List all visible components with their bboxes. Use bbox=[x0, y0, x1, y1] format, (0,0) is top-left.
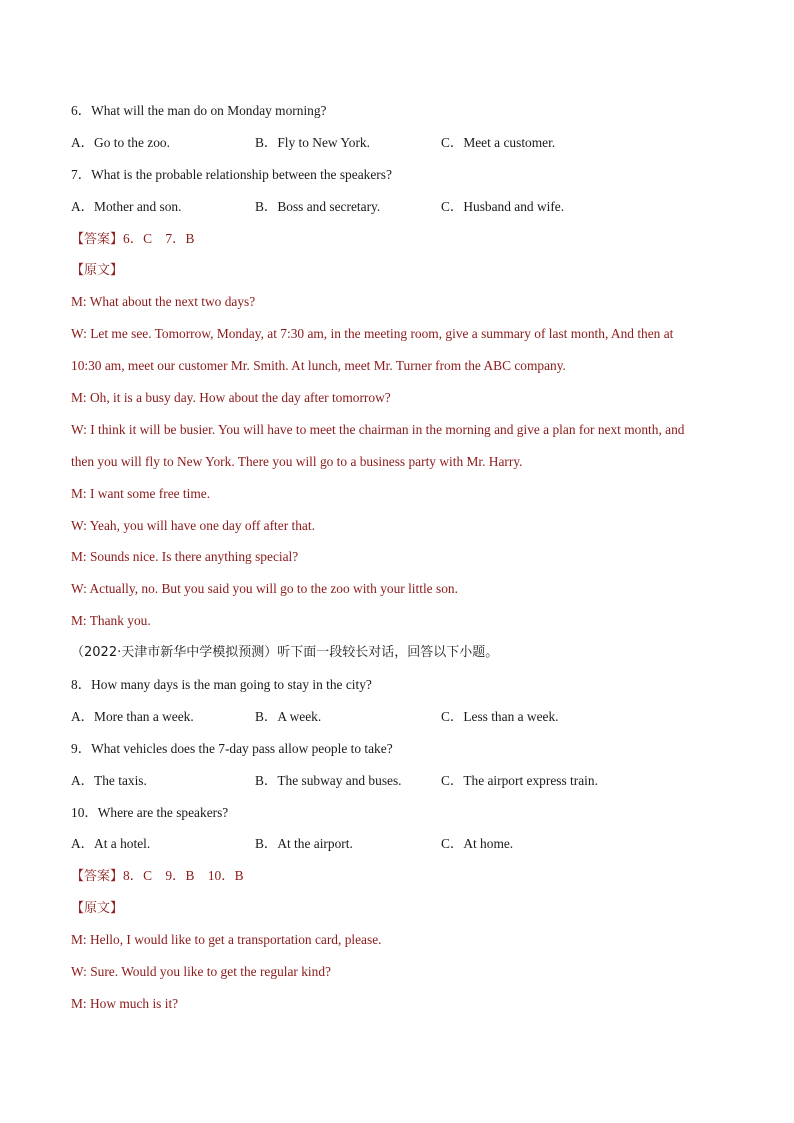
transcript-line: W: I think it will be busier. You will have to meet the chairman in the morning and give a plan for next month, and bbox=[71, 421, 685, 437]
transcript-heading bbox=[71, 256, 731, 288]
transcript-tag: 【原文】 bbox=[71, 901, 124, 917]
answer-tag: 【答案】 bbox=[71, 231, 124, 247]
transcript-line: M: Thank you. bbox=[71, 613, 151, 629]
question-7-options bbox=[71, 193, 731, 225]
question-8: 8．How many days is the man going to stay in the city? bbox=[71, 677, 372, 693]
transcript-line: M: What about the next two days? bbox=[71, 294, 256, 310]
option-c: C．Less than a week. bbox=[441, 708, 559, 724]
option-c: C．Meet a customer. bbox=[441, 134, 556, 150]
option-c: C．Husband and wife. bbox=[441, 198, 565, 214]
option-b: B．Fly to New York. bbox=[255, 134, 370, 150]
option-b: B．A week. bbox=[255, 708, 322, 724]
question-10: 10．Where are the speakers? bbox=[71, 804, 229, 820]
option-b: B．The subway and buses. bbox=[255, 772, 402, 788]
option-a: A．Mother and son. bbox=[71, 198, 182, 214]
answer-tag: 【答案】 bbox=[71, 869, 124, 885]
answer-text: 8．C 9．B 10．B bbox=[123, 868, 244, 884]
section-intro: （2022·天津市新华中学模拟预测）听下面一段较长对话，回答以下小题。 bbox=[71, 645, 499, 661]
answer-text: 6．C 7．B bbox=[123, 230, 195, 246]
option-a: A．Go to the zoo. bbox=[71, 134, 170, 150]
transcript-line: W: Sure. Would you like to get the regular kind? bbox=[71, 964, 331, 980]
document-page bbox=[71, 97, 731, 1022]
option-a: A．The taxis. bbox=[71, 772, 147, 788]
option-b: B．At the airport. bbox=[255, 836, 353, 852]
transcript-line: M: Hello, I would like to get a transportation card, please. bbox=[71, 932, 382, 948]
answer-line bbox=[71, 225, 731, 257]
question-9-options bbox=[71, 767, 731, 799]
transcript-line: M: I want some free time. bbox=[71, 485, 211, 501]
option-b: B．Boss and secretary. bbox=[255, 198, 381, 214]
option-c: C．At home. bbox=[441, 836, 514, 852]
question-9: 9．What vehicles does the 7-day pass allow people to take? bbox=[71, 740, 393, 756]
option-a: A．At a hotel. bbox=[71, 836, 151, 852]
transcript-line: 10:30 am, meet our customer Mr. Smith. At lunch, meet Mr. Turner from the ABC company. bbox=[71, 358, 566, 374]
transcript-line: then you will fly to New York. There you will go to a business party with Mr. Harry. bbox=[71, 453, 523, 469]
question-10-options bbox=[71, 830, 731, 862]
transcript-heading bbox=[71, 894, 731, 926]
transcript-line: W: Let me see. Tomorrow, Monday, at 7:30 am, in the meeting room, give a summary of last month, And then at bbox=[71, 326, 674, 342]
question-6-options bbox=[71, 129, 731, 161]
transcript-line: W: Actually, no. But you said you will go to the zoo with your little son. bbox=[71, 581, 458, 597]
question-8-options bbox=[71, 703, 731, 735]
question-6: 6．What will the man do on Monday morning? bbox=[71, 103, 327, 118]
option-c: C．The airport express train. bbox=[441, 772, 598, 788]
transcript-line: M: Sounds nice. Is there anything special? bbox=[71, 549, 299, 565]
transcript-tag: 【原文】 bbox=[71, 263, 124, 279]
option-a: A．More than a week. bbox=[71, 708, 194, 724]
question-7: 7．What is the probable relationship between the speakers? bbox=[71, 166, 392, 182]
transcript-line: W: Yeah, you will have one day off after that. bbox=[71, 517, 315, 533]
answer-line bbox=[71, 862, 731, 894]
transcript-line: M: Oh, it is a busy day. How about the day after tomorrow? bbox=[71, 390, 391, 406]
transcript-line: M: How much is it? bbox=[71, 995, 179, 1011]
